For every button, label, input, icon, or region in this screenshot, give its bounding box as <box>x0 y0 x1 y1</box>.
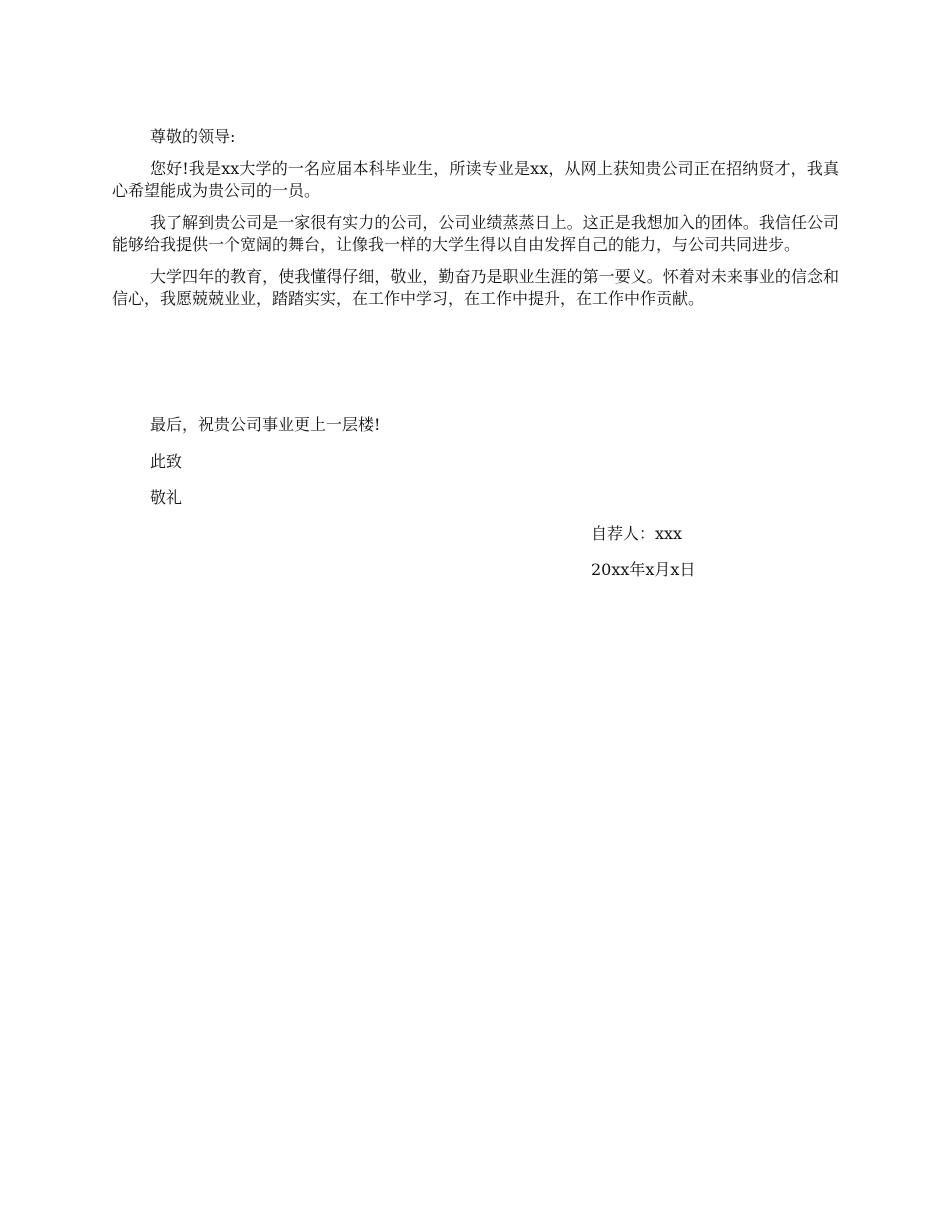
salutation: 尊敬的领导: <box>150 127 236 146</box>
paragraph-education: 大学四年的教育，使我懂得仔细，敬业，勤奋乃是职业生涯的第一要义。怀着对未来事业的信念和信心，我愿兢兢业业，踏踏实实，在工作中学习，在工作中提升，在工作中作贡献。 <box>112 267 839 308</box>
closing-wish: 最后，祝贵公司事业更上一层楼! <box>150 415 381 434</box>
letter-body <box>112 126 839 320</box>
closing-jing-li: 敬礼 <box>150 488 183 507</box>
paragraph-company: 我了解到贵公司是一家很有实力的公司，公司业绩蒸蒸日上。这正是我想加入的团体。我信任公司能够给我提供一个宽阔的舞台，让像我一样的大学生得以自由发挥自己的能力，与公司共同进步。 <box>112 213 839 254</box>
letter-date: 20xx年x月x日 <box>591 560 696 579</box>
paragraph-intro: 您好!我是xx大学的一名应届本科毕业生，所读专业是xx，从网上获知贵公司正在招纳贤才，我真心希望能成为贵公司的一员。 <box>112 159 839 200</box>
closing-ci-zhi: 此致 <box>150 452 183 471</box>
signature: 自荐人：xxx <box>591 524 683 543</box>
